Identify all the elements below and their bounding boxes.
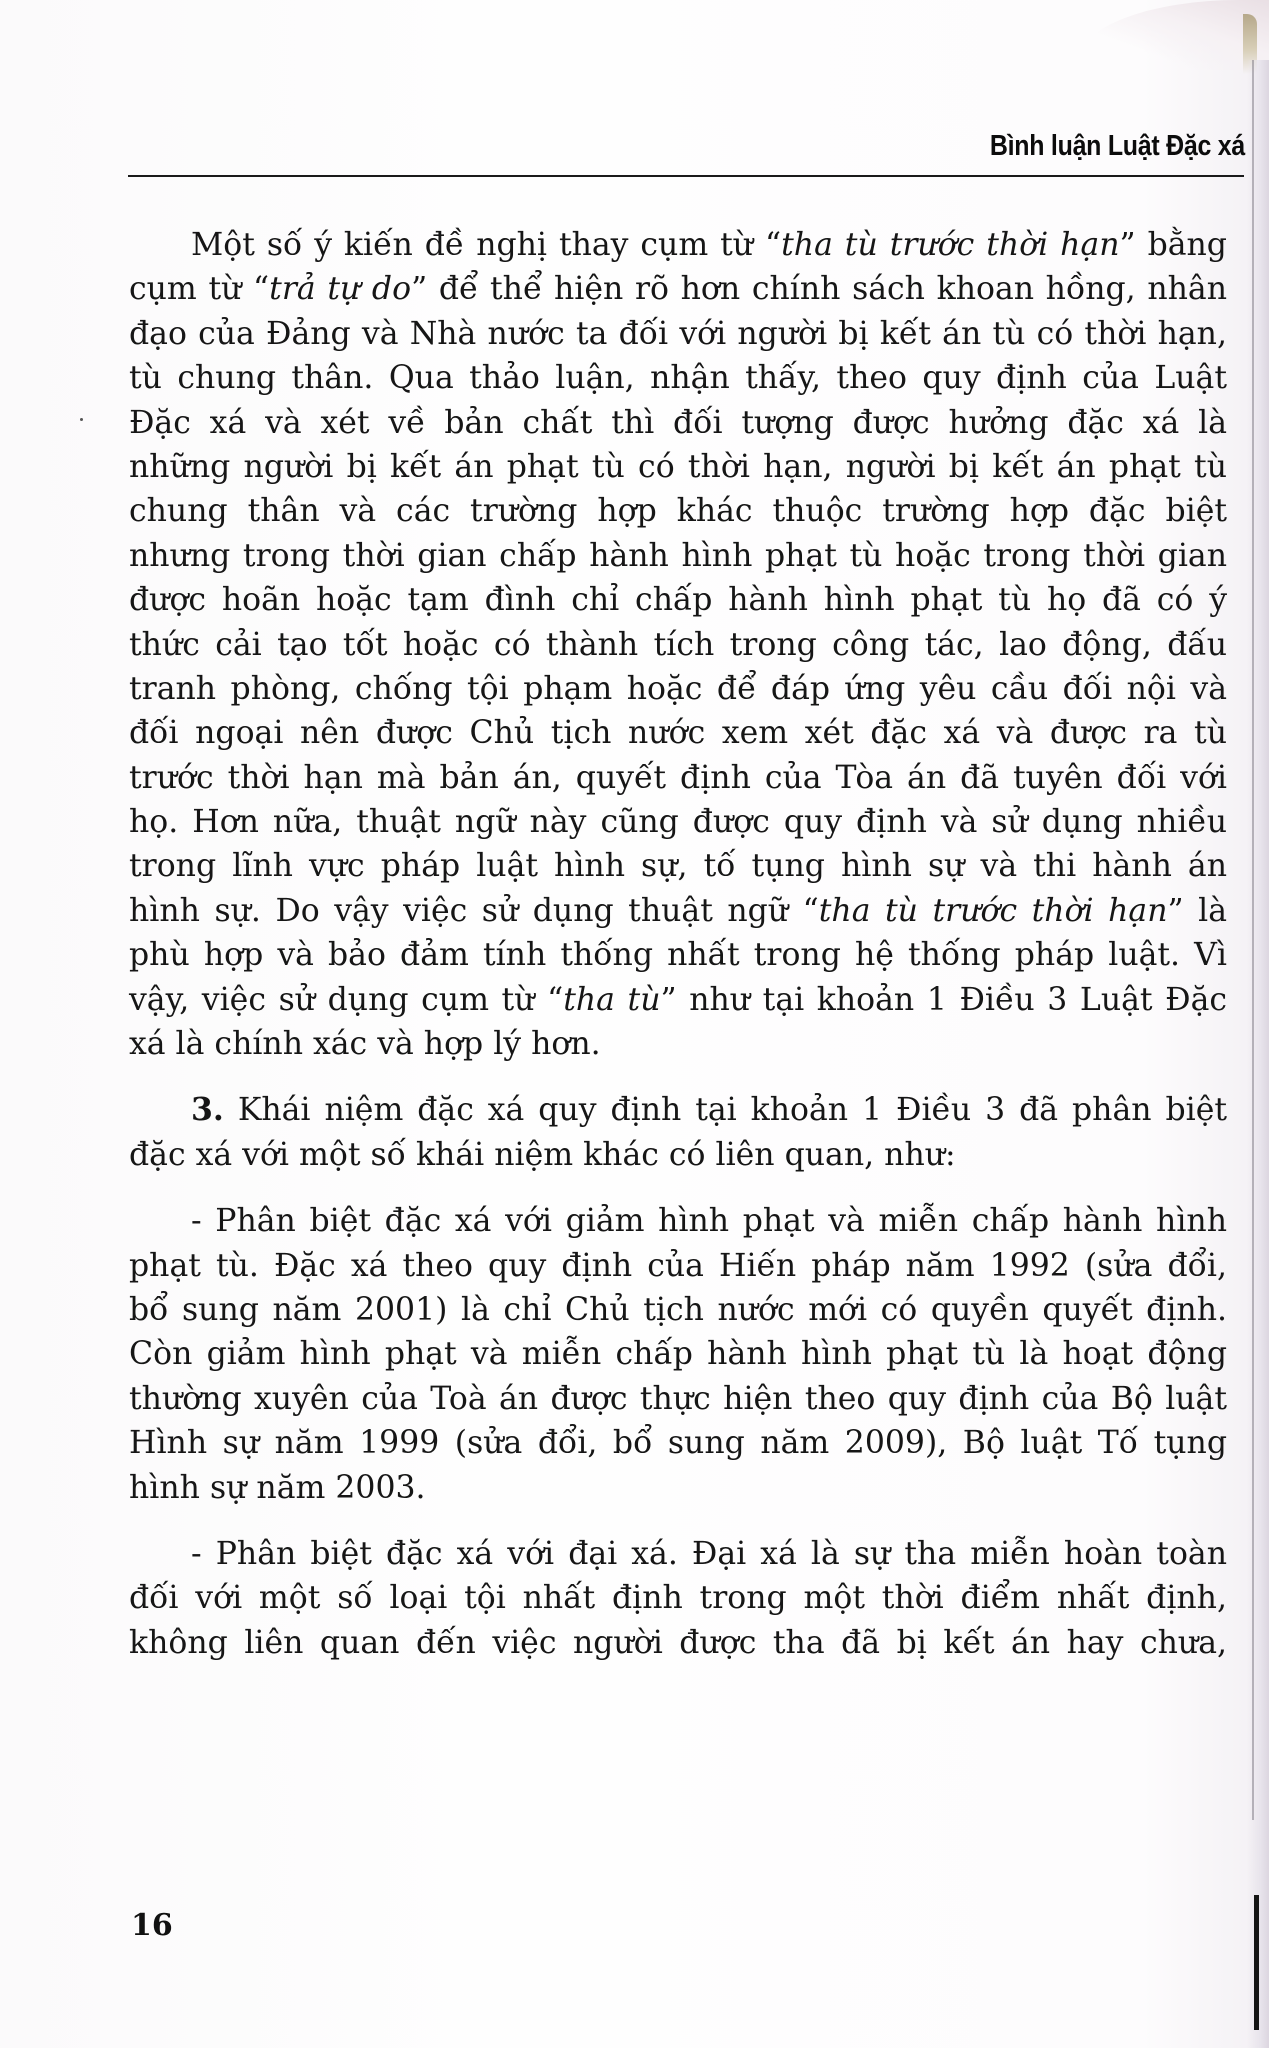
- emphasized-term: tha tù: [563, 981, 661, 1018]
- text-segment: hình sự năm 2003.: [129, 1469, 426, 1506]
- text-segment: đối ngoại nên được Chủ tịch nước xem xét đặc xá và được ra tù: [129, 715, 1227, 752]
- text-segment: trong lĩnh vực pháp luật hình sự, tố tụng hình sự và thi hành án: [129, 848, 1227, 885]
- text-line: [129, 223, 1227, 267]
- text-segment: tù chung thân. Qua thảo luận, nhận thấy, theo quy định của Luật: [129, 360, 1227, 397]
- text-segment: trước thời hạn mà bản án, quyết định của Tòa án đã tuyên đối với: [129, 759, 1227, 796]
- text-segment: đối với một số loại tội nhất định trong một thời điểm nhất định,: [129, 1580, 1227, 1617]
- text-line: [129, 889, 1227, 933]
- text-line: [129, 1199, 1227, 1243]
- text-segment: phù hợp và bảo đảm tính thống nhất trong hệ thống pháp luật. Vì: [129, 937, 1227, 974]
- text-line: [129, 1576, 1227, 1620]
- paragraph: [129, 223, 1227, 1066]
- text-line: [129, 844, 1227, 888]
- text-line: [129, 1288, 1227, 1332]
- text-segment: Còn giảm hình phạt và miễn chấp hành hình phạt tù là hoạt động: [129, 1336, 1227, 1373]
- text-segment: Khái niệm đặc xá quy định tại khoản 1 Điều 3 đã phân biệt: [223, 1092, 1227, 1129]
- text-segment: ” như tại khoản 1 Điều 3 Luật Đặc: [660, 981, 1227, 1018]
- text-line: [129, 1532, 1227, 1576]
- text-line: [129, 711, 1227, 755]
- text-line: [129, 1022, 1227, 1066]
- text-segment: Hình sự năm 1999 (sửa đổi, bổ sung năm 2009), Bộ luật Tố tụng: [129, 1425, 1227, 1462]
- text-segment: tranh phòng, chống tội phạm hoặc để đáp ứng yêu cầu đối nội và: [129, 670, 1227, 707]
- text-line: [129, 489, 1227, 533]
- header-rule: [128, 175, 1244, 177]
- text-segment: phạt tù. Đặc xá theo quy định của Hiến pháp năm 1992 (sửa đổi,: [129, 1247, 1227, 1284]
- text-segment: nhưng trong thời gian chấp hành hình phạt tù hoặc trong thời gian: [129, 537, 1227, 574]
- text-segment: ” là: [1167, 892, 1227, 929]
- text-line: [129, 1621, 1227, 1665]
- text-segment: xá là chính xác và hợp lý hơn.: [129, 1026, 601, 1063]
- text-line: [129, 267, 1227, 311]
- page-corner-curl: [1079, 0, 1269, 70]
- text-line: [129, 756, 1227, 800]
- text-line: [129, 445, 1227, 489]
- text-line: [129, 1421, 1227, 1465]
- text-line: [129, 623, 1227, 667]
- emphasized-term: tha tù trước thời hạn: [818, 892, 1168, 929]
- text-segment: những người bị kết án phạt tù có thời hạn, người bị kết án phạt tù: [129, 448, 1227, 485]
- text-segment: đặc xá với một số khái niệm khác có liên quan, như:: [129, 1136, 956, 1173]
- text-line: [129, 800, 1227, 844]
- text-line: [129, 534, 1227, 578]
- text-segment: ” để thể hiện rõ hơn chính sách khoan hồng, nhân: [411, 271, 1227, 308]
- text-segment: bổ sung năm 2001) là chỉ Chủ tịch nước mới có quyền quyết định.: [129, 1291, 1227, 1328]
- text-line: [129, 933, 1227, 977]
- paragraph: [129, 1088, 1227, 1177]
- body-text: [129, 223, 1227, 1665]
- text-line: [129, 978, 1227, 1022]
- text-segment: ” bằng: [1119, 227, 1227, 263]
- page-edge-line: [1252, 60, 1254, 1820]
- text-segment: thức cải tạo tốt hoặc có thành tích trong công tác, lao động, đấu: [129, 626, 1227, 663]
- text-segment: đạo của Đảng và Nhà nước ta đối với người bị kết án tù có thời hạn,: [129, 315, 1227, 352]
- text-segment: chung thân và các trường hợp khác thuộc trường hợp đặc biệt: [129, 493, 1227, 530]
- text-segment: họ. Hơn nữa, thuật ngữ này cũng được quy định và sử dụng nhiều: [129, 804, 1227, 841]
- text-segment: hình sự. Do vậy việc sử dụng thuật ngữ “: [129, 892, 819, 929]
- text-line: [129, 401, 1227, 445]
- section-number: 3.: [191, 1091, 224, 1129]
- text-line: [129, 1466, 1227, 1510]
- text-line: [129, 356, 1227, 400]
- text-line: [129, 1377, 1227, 1421]
- text-line: [129, 578, 1227, 622]
- text-segment: - Phân biệt đặc xá với giảm hình phạt và miễn chấp hành hình: [191, 1203, 1227, 1240]
- text-segment: vậy, việc sử dụng cụm từ “: [129, 981, 564, 1018]
- text-segment: không liên quan đến việc người được tha đã bị kết án hay chưa,: [129, 1624, 1227, 1661]
- emphasized-term: trả tự do: [269, 271, 412, 308]
- running-header: Bình luận Luật Đặc xá: [989, 130, 1245, 162]
- text-line: [129, 1244, 1227, 1288]
- page-edge-shadow: [1247, 60, 1269, 2048]
- text-line: [129, 667, 1227, 711]
- text-segment: Đặc xá và xét về bản chất thì đối tượng được hưởng đặc xá là: [129, 404, 1227, 441]
- text-segment: cụm từ “: [129, 271, 270, 308]
- scan-speck: [80, 418, 83, 421]
- text-segment: Một số ý kiến đề nghị thay cụm từ “: [191, 227, 782, 263]
- page-number: 16: [131, 1908, 173, 1943]
- text-line: [129, 1332, 1227, 1376]
- text-line: [129, 1088, 1227, 1132]
- text-segment: thường xuyên của Toà án được thực hiện theo quy định của Bộ luật: [129, 1380, 1227, 1417]
- text-line: [129, 312, 1227, 356]
- page-edge-dark-line: [1254, 1895, 1259, 2030]
- paragraph: [129, 1199, 1227, 1510]
- text-segment: được hoãn hoặc tạm đình chỉ chấp hành hình phạt tù họ đã có ý: [129, 582, 1227, 619]
- paragraph: [129, 1532, 1227, 1665]
- text-segment: - Phân biệt đặc xá với đại xá. Đại xá là sự tha miễn hoàn toàn: [191, 1535, 1227, 1572]
- emphasized-term: tha tù trước thời hạn: [781, 227, 1120, 263]
- text-line: [129, 1133, 1227, 1177]
